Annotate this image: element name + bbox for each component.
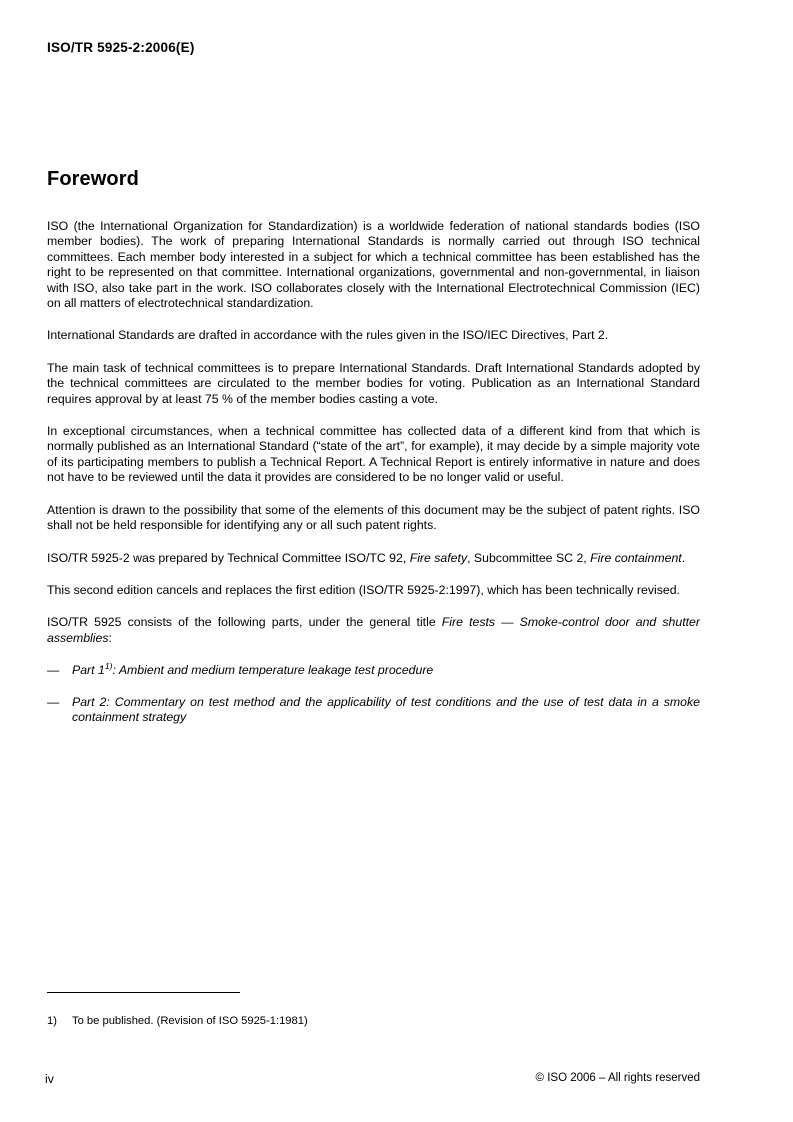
parts-intro-italic: Fire tests — Smoke-control door and shutter assemblies [47, 615, 700, 645]
document-body [47, 168, 700, 741]
document-header-code: ISO/TR 5925-2:2006(E) [47, 40, 195, 55]
list-item [47, 663, 700, 678]
paragraph-prepared-by [47, 551, 700, 566]
list-item [47, 695, 700, 726]
part-text: : Commentary on test method and the applicability of test conditions and the use of test data in a smoke containment strategy [72, 694, 700, 724]
paragraph-1: ISO (the International Organization for Standardization) is a worldwide federation of national standards bodies (ISO member bodies). The work of preparing International Standards is normally carried out through ISO technical committees. Each member body interested in a subject for which a technical committee has been established has the right to be represented on that committee. International organizations, governmental and non-governmental, in liaison with ISO, also take part in the work. ISO collaborates closely with the International Electrotechnical Commission (IEC) on all matters of electrotechnical standardization. [47, 219, 700, 311]
prepared-by-text-3: . [681, 550, 686, 565]
footnote-text: To be published. (Revision of ISO 5925-1:1981) [72, 1015, 308, 1027]
part-text: : Ambient and medium temperature leakage test procedure [112, 663, 434, 678]
prepared-by-italic-1: Fire safety [409, 550, 468, 565]
page-title: Foreword [47, 168, 139, 190]
part-label: Part 2 [72, 694, 107, 709]
paragraph-2: International Standards are drafted in accordance with the rules given in the ISO/IEC Directives, Part 2. [47, 328, 609, 343]
paragraph-4: In exceptional circumstances, when a technical committee has collected data of a different kind from that which is normally published as an International Standard (“state of the art”, for example), it may decide by a simple majority vote of its participating members to publish a Technical Report. A Technical Report is entirely informative in nature and does not have to be reviewed until the data it provides are considered to be no longer valid or useful. [47, 424, 700, 485]
list-dash: — [47, 663, 60, 678]
footnote-number: 1) [47, 1015, 57, 1027]
prepared-by-text-2: , Subcommittee SC 2, [467, 550, 591, 565]
prepared-by-italic-2: Fire containment [590, 550, 682, 565]
copyright-notice: © ISO 2006 – All rights reserved [535, 1072, 700, 1084]
paragraph-parts-intro [47, 615, 700, 646]
part-label: Part 1 [72, 663, 105, 678]
footnote-separator [47, 992, 240, 993]
parts-intro-lead: ISO/TR 5925 consists of the following parts, under the general title [47, 615, 442, 630]
paragraph-3: The main task of technical committees is to prepare International Standards. Draft International Standards adopted by the technical committees are circulated to the member bodies for voting. Publication as an International Standard requires approval by at least 75 % of the member bodies casting a vote. [47, 360, 700, 406]
prepared-by-text-1: ISO/TR 5925-2 was prepared by Technical Committee ISO/TC 92, [47, 550, 410, 565]
footnote [47, 1014, 700, 1028]
page-number: iv [45, 1072, 54, 1086]
paragraph-edition-note: This second edition cancels and replaces the first edition (ISO/TR 5925-2:1997), which has been technically revised. [47, 582, 680, 597]
footnote-marker: 1) [104, 661, 113, 672]
parts-list [47, 663, 700, 725]
parts-intro-trail: : [108, 630, 112, 645]
paragraph-5: Attention is drawn to the possibility that some of the elements of this document may be the subject of patent rights. ISO shall not be held responsible for identifying any or all such patent rights. [47, 502, 700, 533]
list-dash: — [47, 694, 60, 709]
